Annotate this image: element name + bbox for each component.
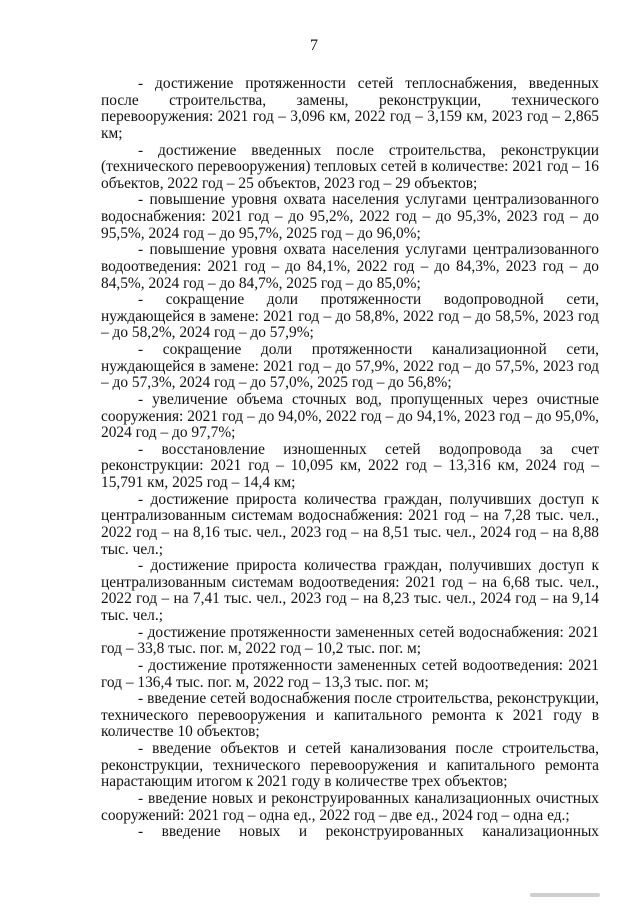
paragraph-heat-network-length: - достижение протяженности сетей теплоснабжения, введенных после строительства, замены, реконструкции, технического перевооружения: 2021 год – 3,096 км, 2022 год – 3,159 км, 2023 год – 2,865 км;: [101, 75, 599, 142]
paragraph-water-supply-access-growth: - достижение прироста количества граждан, получивших доступ к централизованным системам водоснабжения: 2021 год – на 7,28 тыс. чел., 2022 год – на 8,16 тыс. чел., 2023 год – на 8,51 тыс. чел., 2024 год – на 8,88 тыс. чел.;: [101, 490, 599, 558]
paragraph-replaced-sewer-networks: - достижение протяженности замененных сетей водоотведения: 2021 год – 136,4 тыс. пог. м, 2022 год – 13,3 тыс. пог. м;: [101, 656, 599, 691]
paragraph-sewerage-coverage: - повышение уровня охвата населения услугами централизованного водоотведения: 2021 год – до 84,1%, 2022 год – до 84,3%, 2023 год – до 84,5%, 2024 год – до 84,7%, 2025 год – до 85,0%;: [101, 241, 599, 292]
paragraph-sewer-objects-commissioning: - введение объектов и сетей канализования после строительства, реконструкции, технического перевооружения и капитального ремонта нарастающим итогом к 2021 году в количестве трех объектов;: [101, 740, 599, 791]
paragraph-wastewater-treatment: - увеличение объема сточных вод, пропущенных через очистные сооружения: 2021 год – до 94,0%, 2022 год – до 94,1%, 2023 год – до 95,0%, 2024 год – до 97,7%;: [101, 390, 599, 442]
paragraph-water-network-restoration: - восстановление изношенных сетей водопровода за счет реконструкции: 2021 год – 10,095 км, 2022 год – 13,316 км, 2024 год – 15,791 км, 2025 год – 14,4 км;: [101, 440, 599, 491]
page-number: 7: [310, 37, 318, 54]
paragraph-water-supply-coverage: - повышение уровня охвата населения услугами централизованного водоснабжения: 2021 год – до 95,2%, 2022 год – до 95,3%, 2023 год – до 95,5%, 2024 год – до 95,7%, 2025 год – до 96,0%;: [101, 191, 599, 242]
footer-mark: [530, 893, 600, 897]
paragraph-sewer-network-replacement: - сокращение доли протяженности канализационной сети, нуждающейся в замене: 2021 год – до 57,9%, 2022 год – до 57,5%, 2023 год – до 57,3%, 2024 год – до 57,0%, 2025 год – до 56,8%;: [101, 341, 599, 392]
paragraph-sewerage-access-growth: - достижение прироста количества граждан, получивших доступ к централизованным системам водоотведения: 2021 год – на 6,68 тыс. чел., 2022 год – на 7,41 тыс. чел., 2023 год – на 8,23 тыс. чел., 2024 год – на 9,14 тыс. чел.;: [101, 557, 599, 624]
paragraph-heat-network-objects: - достижение введенных после строительства, реконструкции (технического перевооружения) тепловых сетей в количестве: 2021 год – 16 объектов, 2022 год – 25 объектов, 2023 год – 29 объектов;: [101, 141, 599, 192]
paragraph-replaced-water-networks: - достижение протяженности замененных сетей водоснабжения: 2021 год – 33,8 тыс. пог. м, 2022 год – 10,2 тыс. пог. м;: [101, 623, 599, 658]
paragraph-treatment-facilities-commissioning: - введение новых и реконструированных канализационных очистных сооружений: 2021 год – одна ед., 2022 год – две ед., 2024 год – одна ед.;: [101, 789, 599, 824]
document-body: [101, 76, 599, 841]
paragraph-water-network-replacement: - сокращение доли протяженности водопроводной сети, нуждающейся в замене: 2021 год – до 58,8%, 2022 год – до 58,5%, 2023 год – до 58,2%, 2024 год – до 57,9%;: [101, 291, 599, 342]
paragraph-water-networks-commissioning: - введение сетей водоснабжения после строительства, реконструкции, технического перевооружения и капитального ремонта к 2021 году в количестве 10 объектов;: [101, 690, 599, 741]
paragraph-continued: - введение новых и реконструированных канализационных: [138, 823, 599, 841]
